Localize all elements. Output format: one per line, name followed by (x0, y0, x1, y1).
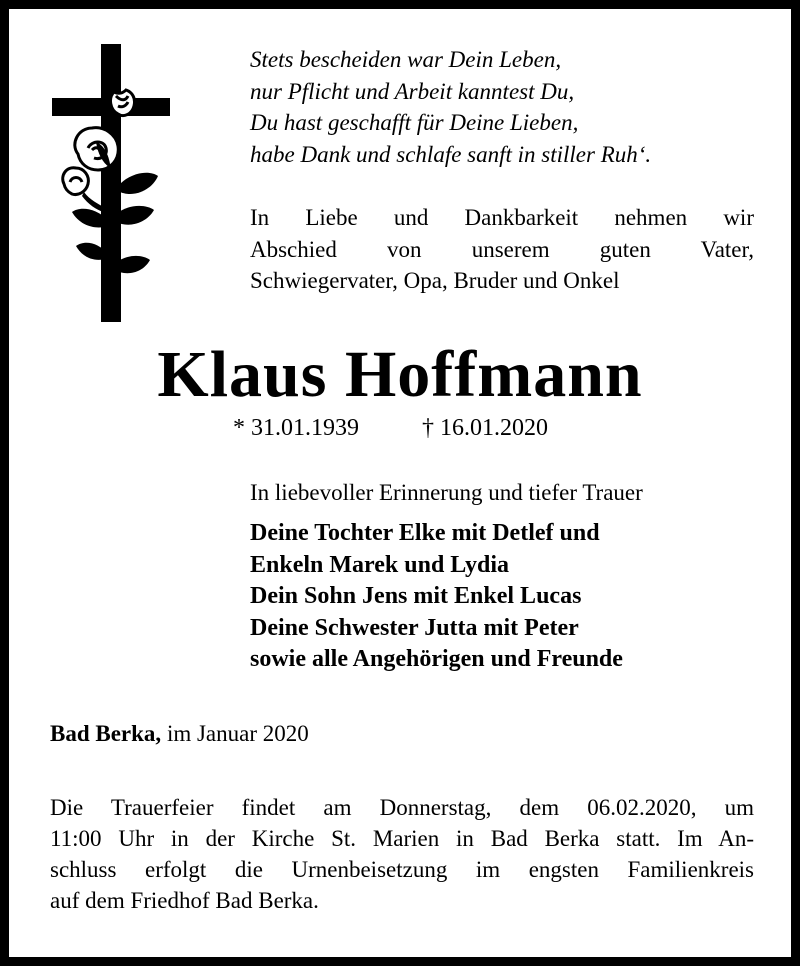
farewell-text (250, 202, 754, 297)
place-town: Bad Berka, (50, 721, 162, 746)
funeral-line: auf dem Friedhof Bad Berka. (50, 888, 319, 913)
funeral-line: 11:00 Uhr in der Kirche St. Marien in Bad Berka statt. Im An- (50, 826, 754, 851)
place-date: im Januar 2020 (166, 721, 309, 746)
mourning-line: In liebevoller Erinnerung und tiefer Trauer (250, 480, 643, 505)
poem-line: Stets bescheiden war Dein Leben, (250, 47, 562, 72)
poem-verse (250, 44, 760, 170)
farewell-line: Abschied von unserem guten Vater, (250, 236, 754, 262)
poem-line: nur Pflicht und Arbeit kanntest Du, (250, 78, 575, 104)
birth-date: * 31.01.1939 (233, 415, 359, 441)
poem-line: Du hast geschafft für Deine Lieben, (250, 110, 579, 135)
mourner-line: sowie alle Angehörigen und Freunde (250, 646, 623, 672)
deceased-name: Klaus Hoffmann (157, 338, 643, 411)
farewell-line: Schwiegervater, Opa, Bruder und Onkel (250, 268, 620, 293)
place-and-date (50, 718, 309, 749)
death-date: † 16.01.2020 (422, 415, 548, 441)
mourner-line: Dein Sohn Jens mit Enkel Lucas (250, 583, 582, 609)
mourner-line: Enkeln Marek und Lydia (250, 551, 509, 578)
poem-line: habe Dank und schlafe sanft in stiller Ruh‘. (250, 141, 652, 167)
funeral-line: Die Trauerfeier findet am Donnerstag, dem 06.02.2020, um (50, 795, 754, 820)
mourner-line: Deine Tochter Elke mit Detlef und (250, 520, 600, 546)
funeral-line: schluss erfolgt die Urnenbeisetzung im engsten Familienkreis (50, 857, 754, 882)
cross-with-roses-icon (52, 44, 170, 322)
mourner-line: Deine Schwester Jutta mit Peter (250, 614, 579, 641)
funeral-notice (50, 792, 754, 916)
mourners-list (250, 518, 623, 676)
farewell-line: In Liebe und Dankbarkeit nehmen wir (250, 205, 754, 230)
